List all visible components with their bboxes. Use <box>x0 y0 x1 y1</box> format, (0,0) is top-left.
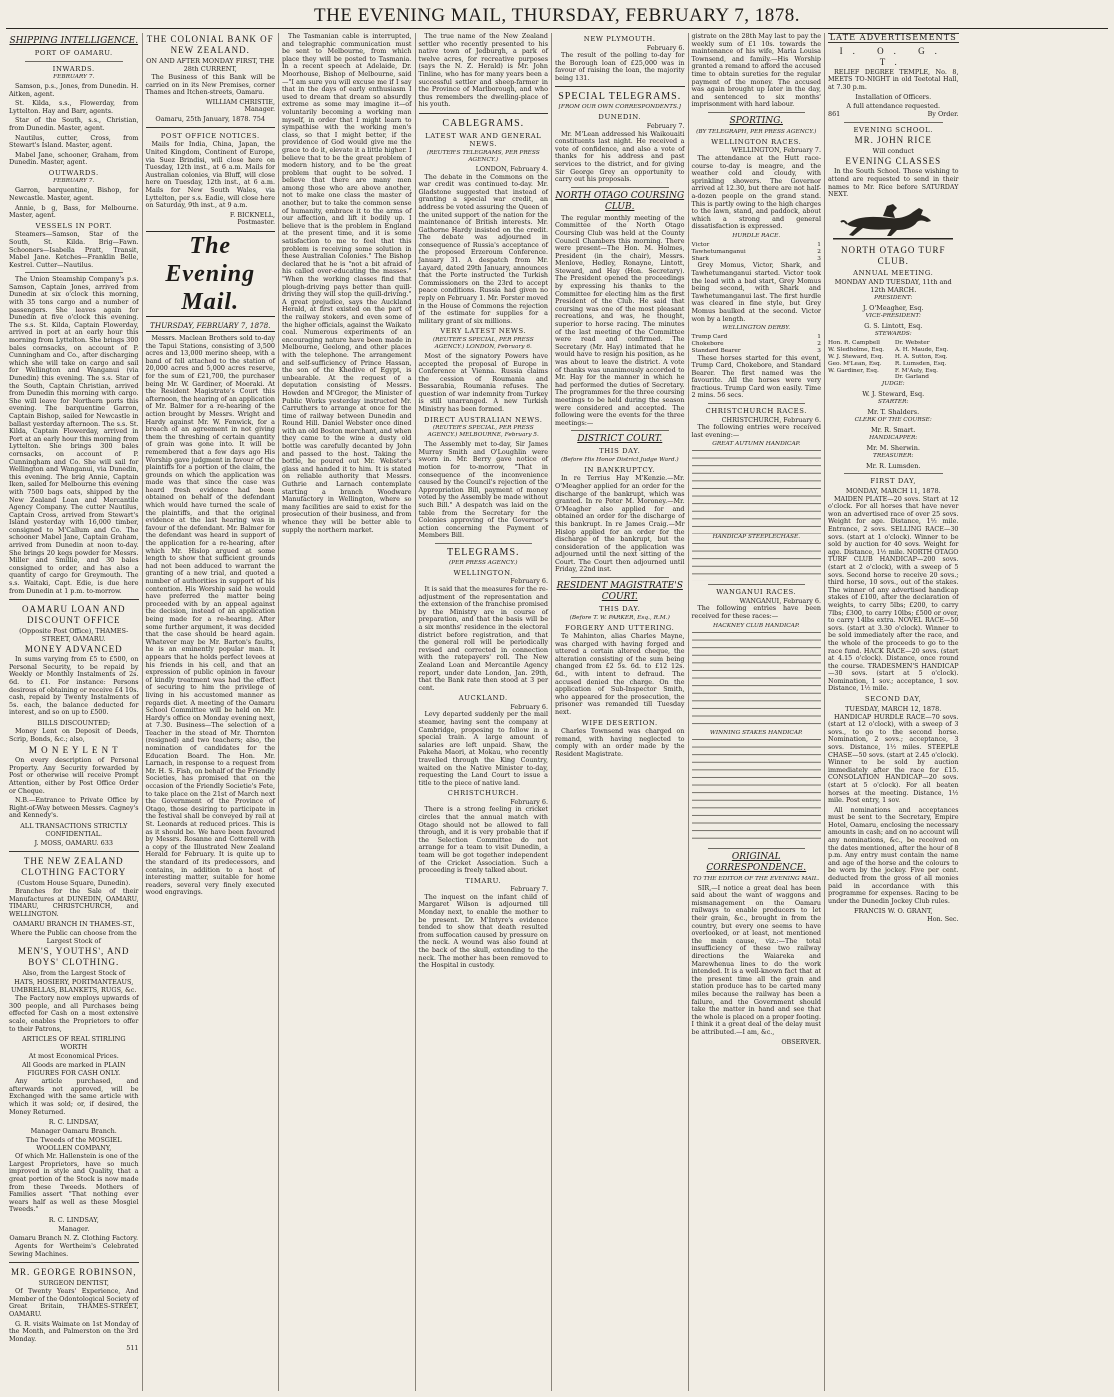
coursing-text: The regular monthly meeting of the Committee of the North Otago Coursing Club was held at the County Council Chambers this morning. There were present—The Hon. M. Holmes, President (in the chair), Messrs. Menlove, Hedley, Ronayne, Lintott, Steward, and Hay (Hon. Secretary). The President opened the proceedings by expressing his thanks to the Committee for electing him as the first President of the Club. He said that coursing was one of the most pleasant recreations, and was, he thought, superior to horse racing. The minutes of the last meeting of the Committee were read and confirmed. The Secretary (Mr. Hay) intimated that he would have to resign his position, as he was about to leave the district. A vote of thanks was unanimously accorded to Mr. Hay for the manner in which he had performed the duties of Secretary. The programmes for the three coursing meetings to be held during the season were considered and accepted. The following were the events for the three meetings:— <box>555 213 685 427</box>
cablegrams-heading: CABLEGRAMS. <box>442 117 525 129</box>
wertheim-text: Agents for Wertheim's Celebrated Sewing Machines. <box>9 1241 139 1258</box>
forgery-heading: FORGERY AND UTTERING. <box>565 623 675 632</box>
new-plymouth-heading: NEW PLYMOUTH. <box>583 35 656 43</box>
steward: W. Gardiner, Esq. <box>828 367 879 374</box>
entries-list <box>692 450 822 534</box>
loan-office-address: (Opposite Post Office), THAMES-STREET, OAMARU. <box>19 627 129 644</box>
divider <box>571 187 669 188</box>
wellington-text: It is said that the measures for the re-adjustment of the representation and the extension of the franchise promised by the Ministry are in course of preparation, and that the basis will be a six months' residence in the electoral district before registration, and that the general roll will be periodically revised and corrected in connection with the ratepayers' roll. The New Zealand Loan and Mercantile Agency report, under date London, Jan. 29th, that the Bank rate then stood at 3 per cent. <box>418 584 548 692</box>
continued-text: gistrate on the 28th May last to pay the weekly sum of £1 10s. towards the maintenance of his wife, Maria Louisa Townsend, and family.—His Worship granted a remand to afford the accused time to obtain sureties for the regular payment of the money. The accused was again brought up later in the day, and sentenced to six months' imprisonment with hard labour. <box>691 33 821 109</box>
inwards-entry: Star of the South, s.s., Christian, from Dunedin. Master, agent. <box>9 116 139 132</box>
dunedin-date: February 7. <box>646 121 685 130</box>
steward: Geo. M'Lean, Esq. <box>828 360 882 367</box>
very-latest-heading: VERY LATEST NEWS. <box>440 327 527 336</box>
divider <box>25 272 123 273</box>
rice-will: Will conduct <box>872 147 914 156</box>
special-telegrams-heading: SPECIAL TELEGRAMS. <box>558 91 682 103</box>
turf-dates: MONDAY AND TUESDAY, 11th and 12th MARCH. <box>834 278 952 295</box>
very-latest-text: Most of the signatory Powers have accepted the proposal of Europe in Conference at Vienna. Russia claims the cession of Roumania and Bessarabia, Roumania refuses. The question of war indemnity from Turkey is still unarranged. A new Turkish Ministry has been formed. <box>418 351 548 414</box>
wellington-date: February 6. <box>510 577 548 586</box>
robinson-visits: G. R. visits Waimate on 1st Monday of the Month, and Palmerston on the 3rd Monday. <box>9 1319 139 1343</box>
bank-text: The Business of this Bank will be carried on in its New Premises, corner Thames and Itchen-streets, Oamaru. <box>145 73 275 97</box>
wellington-races-heading: WELLINGTON RACES. <box>711 137 802 146</box>
wellington-races-text: The attendance at the Hutt race-course to-day is meagre, and the weather cold and cloudy, with sprinkling showers. The Governor arrived at 12.30, but there are not half-a-dozen people on the grand stand. This is partly owing to the high charges to the lawn, stand, and paddock, about which a strong and general dissatisfaction is expressed. <box>691 154 821 231</box>
dunedin-text: Mr. M'Lean addressed his Waikouaiti constituents last night. He received a vote of confidence, and also a vote of thanks for his address and past services to the district, and for giving Sir George Grey an opportunity to carry out his proposals. <box>555 129 685 184</box>
late-ads-heading: LATE ADVERTISEMENTS <box>829 33 957 42</box>
factory-text: The Factory now employs upwards of 300 people, and all Purchases being effected for Cash on a most extensive scale, enables the Proprietors to offer to their Patrons, <box>9 994 139 1033</box>
steward: R. Lumsden, Esq. <box>894 360 947 367</box>
order-line <box>828 111 959 119</box>
entries-list <box>692 632 822 730</box>
post-signature: F. BICKNELL, <box>229 210 275 219</box>
inwards-entry: St. Kilda, s.s., Flowerday, from Lyttelton. Hay and Barr, agents. <box>9 99 139 115</box>
new-plymouth-date: February 6. <box>646 43 685 52</box>
christchurch-text: There is a strong feeling in cricket circles that the annual match with Otago should not be allowed to fall through, and it is very probable that if the Selection Committee do not arrange for a team to visit Dunedin, a team will be got together independent of the Cricket Association. Such a proceeding is freely talked about. <box>418 805 548 875</box>
dunedin-heading: DUNEDIN. <box>598 113 642 122</box>
correspondence-heading: ORIGINAL CORRESPONDENCE. <box>706 851 807 873</box>
divider <box>844 122 943 123</box>
money-lent: M O N E Y L E N T <box>28 745 119 756</box>
correspondence-signature: OBSERVER. <box>781 1037 821 1046</box>
column-6 <box>689 33 826 1391</box>
christchurch-races-text: The following entries were received last evening:— <box>691 423 821 439</box>
robinson-text: Of Twenty Years' Experience, And Member of the Odontological Society of Great Britain, THAMES-STREET, OAMARU. <box>9 1287 139 1318</box>
divider <box>708 848 806 849</box>
grant-name: FRANCIS W. O. GRANT, <box>853 907 933 916</box>
place: 2 <box>817 340 821 347</box>
derby-heading: WELLINGTON DERBY. <box>722 325 791 332</box>
lindsay2-title: Manager. <box>58 1224 90 1233</box>
oamaru-branch-text: Where the Public can choose from the Largest Stock of <box>10 929 137 946</box>
hurdle-results <box>692 242 822 262</box>
telegrams-heading: TELEGRAMS. <box>447 546 520 558</box>
moss-signature <box>9 839 139 847</box>
iogt-heading: I. O. G. T. <box>839 45 947 67</box>
hats-text: HATS, HOSIERY, PORTMANTEAUS, UMBRELLAS, BLANKETS, RUGS, &c. <box>11 978 137 995</box>
starter-name: Mr. T. Shalders. <box>867 408 920 417</box>
reuter-sub: (REUTER'S TELEGRAMS, PER PRESS AGENCY.) <box>426 149 540 163</box>
horse-and-jockey-icon <box>833 202 953 242</box>
divider <box>435 543 533 544</box>
timaru-date: February 7. <box>510 885 548 894</box>
steward: A. H. Maude, Esq. <box>894 347 949 354</box>
tweeds-heading: The Tweeds of the MOSGIEL WOOLLEN COMPANY, <box>25 1136 122 1153</box>
correspondence-text: SIR,—I notice a great deal has been said about the want of waggons and mismanagement on the Oamaru railways to enable producers to let their grain, &c., brought in from the country, but every one seems to have overlooked, or at least, not mentioned the main cause, viz.:—The total insufficiency of these two railway directions the Waiareka and Marewhenua lines to do the work intended. It is a well-known fact that at the present time all the grain and station produce has to be carted many miles because the railway has been a failure, and the Government should take the matter in hand and see that the whole is placed on a proper footing. I think it a great deal of the delay must be attributed.—I am, &c., <box>691 883 821 1036</box>
london-date: LONDON, February 4. <box>475 164 548 173</box>
divider <box>9 1262 139 1263</box>
district-sub: (Before His Honor District Judge Ward.) <box>560 456 679 463</box>
nominations-text: All nominations and acceptances must be sent to the Secretary, Empire Hotel, Oamaru, enclosing the necessary amounts in cash; and on no account will any nominations, &c., be received on the dates mentioned, after the hour of 8 p.m. Any entry must contain the name and age of the horse and the colours to be worn by the jockey. Five per cent. deducted from the gross of all monies paid in accordance with this programme for expenses. Racing to be under the Dunedin Jockey Club rules. <box>828 805 959 905</box>
latest-heading: LATEST WAR AND GENERAL NEWS. <box>425 131 542 149</box>
wanganui-text: The following entries have been received for these races:— <box>691 604 821 621</box>
turf-club-title: NORTH OTAGO TURF CLUB. <box>840 244 946 266</box>
steward-row <box>828 361 959 368</box>
london-text: The debate in the Commons on the war credit was continued to-day. Mr. Gladstone suggested that instead of granting a special war credit, an address be voted assuring the Queen of the united support of the nation for the maintenance of British interests. Mr. Gathorne Hardy insisted on the credit. The debate was adjourned in consequence of Russia's acceptance of the proposed Erzeroum Conference. January 31. A despatch from Mr. Layard, dated 29th January, announces that the Porte instructed the Turkish Commissioners on the 23rd to accept peace conditions. Russia had given no reply on February 1. Mr. Forster moved in the House of Commons the rejection of the estimate for supplies for a military grant of six millions. <box>418 172 548 325</box>
robinson-number: 511 <box>126 1344 139 1353</box>
column-5 <box>552 33 689 1391</box>
handicapper-label: HANDICAPPER: <box>869 435 918 442</box>
auckland-heading: AUCKLAND. <box>458 694 508 703</box>
divider <box>708 403 806 404</box>
news-body-top: The true name of the New Zealand settler who recently presented to his native town of Jedburgh, a park of twelve acres, for recreative purposes (says the N. Z. Herald) is Mr. John Tinline, who has for many years been a successful settler and sheep-farmer in the Province of Marlborough, and who thus remembers the dwelling-place of his youth. <box>418 33 548 109</box>
column-3 <box>279 33 416 1391</box>
first-day-heading: FIRST DAY, <box>870 477 917 486</box>
entries-list <box>692 739 822 845</box>
steward: W. Sledholme, Esq. <box>828 347 885 354</box>
steeple-heading: HANDICAP STEEPLECHASE. <box>712 534 801 541</box>
post-office-heading: POST OFFICE NOTICES. <box>160 131 260 140</box>
starter-label: STARTER: <box>878 399 909 406</box>
steward: H. A. Sutton, Esq. <box>894 353 948 360</box>
stakes-heading: WINNING STAKES HANDICAP. <box>709 729 803 736</box>
bank-signature-title: Manager. <box>244 105 275 114</box>
steward: F. M'Auly, Esq. <box>894 367 938 374</box>
steward <box>828 374 895 381</box>
loan-office-title: OAMARU LOAN AND DISCOUNT OFFICE <box>21 604 126 626</box>
timaru-text: The inquest on the infant child of Margaret Wilson is adjourned till Monday next, to enable the mother to be present. Dr. M'Intyre's evidence tended to show that death resulted from suffocation caused by pressure on the neck. A wound was also found at the back of the skull, extending to the neck. The mother has been removed to the Hospital in custody. <box>418 892 548 970</box>
steward-row <box>828 368 959 375</box>
special-sub: [FROM OUR OWN CORRESPONDENTS.] <box>558 104 681 111</box>
result-row <box>692 249 822 256</box>
horse-name: Tawhetumanganui <box>691 248 746 255</box>
auckland-text: Levy departed suddenly per the mail steamer, having sent the company at Cambridge, proposing to follow in a special train. A large amount of salaries are left unpaid. Shaw, the Pakeha Maori, at Mokau, who recently travelled through the King Country, waited on the Native Minister to-day, requesting the Land Court to issue a title to the piece of native land. <box>418 710 548 787</box>
rice-classes: EVENING CLASSES <box>845 156 942 167</box>
christchurch-races-date: CHRISTCHURCH, February 6. <box>721 415 821 424</box>
district-text: In re Terrius Hay M'Kenzie.—Mr. O'Meagher applied for an order for the discharge of the bankrupt, which was granted. In re Peter M. Moroney.—Mr. O'Meagher also applied for and obtained an order for the discharge of this bankrupt. In re James Craig.—Mr Hislop applied for an order for the discharge of the bankrupt, but the consideration of the application was adjourned until the next sitting of the Court. The Court then adjourned until Friday, 22nd inst. <box>555 474 685 574</box>
inwards-heading: INWARDS. <box>52 64 95 73</box>
bank-date-text: Oamaru, 25th January, 1878. <box>155 114 251 123</box>
clothing-branches: Branches for the Sale of their Manufactures at DUNEDIN, OAMARU, TIMARU, CHRISTCHURCH, and WELLINGTON. <box>9 886 139 918</box>
steward-row <box>828 354 959 361</box>
steward-row <box>828 374 959 381</box>
steward: Hon. R. Campbell <box>828 340 880 347</box>
hurdle-heading: HURDLE RACE. <box>732 232 781 239</box>
second-day-date: TUESDAY, MARCH 12, 1878. <box>845 704 942 713</box>
shipping-heading: SHIPPING INTELLIGENCE. <box>9 36 139 46</box>
sporting-sub: (BY TELEGRAPH, PER PRESS AGENCY.) <box>696 128 817 135</box>
derby-text: These horses started for this event, Trump Card, Chokebore, and Standard Bearer. The first named was the favourite. All the horses were very fractious. Trump Card won easily. Time 2 mins. 56 secs. <box>691 353 821 400</box>
articles-sub: At most Economical Prices. <box>28 1052 119 1061</box>
result-row <box>692 242 822 249</box>
place: 1 <box>817 241 821 248</box>
outwards-heading: OUTWARDS. <box>48 168 99 177</box>
place: 3 <box>817 255 821 262</box>
vice-president-label: VICE-PRESIDENT: <box>865 313 922 320</box>
timaru-heading: TIMARU. <box>465 876 502 885</box>
horse-name: Chokebore <box>691 340 724 347</box>
inwards-entry: Samson, p.s., Jones, from Dunedin. H. Aitken, agent. <box>9 82 139 98</box>
rm-court-heading: RESIDENT MAGISTRATE'S COURT. <box>556 581 683 603</box>
correspondence-to: TO THE EDITOR OF THE EVENING MAIL. <box>692 875 820 882</box>
wellington-races-date: WELLINGTON, February 7. <box>731 146 821 155</box>
also-text: Also, from the Largest Stock of <box>22 969 126 978</box>
divider <box>708 112 806 113</box>
stewards-label: STEWARDS: <box>874 331 912 338</box>
clerk-name: Mr. R. Smart. <box>871 426 916 435</box>
divider <box>9 599 139 600</box>
treasurer-label: TREASURER: <box>873 453 914 460</box>
direct-heading: DIRECT AUSTRALIAN NEWS. <box>424 415 543 424</box>
column-7 <box>825 33 962 1391</box>
evening-school-heading: EVENING SCHOOL. <box>853 125 934 134</box>
derby-results <box>692 334 822 354</box>
rm-sub: (Before T. W. PARKER, Esq., R.M.) <box>569 614 670 621</box>
inwards-date: FEBRUARY 7. <box>53 74 95 80</box>
news-body: The Tasmanian cable is interrupted, and telegraphic communication must be sent to Melbourne, from which place they will be posted to Tasmania. In a recent speech at Adelaide, Dr. Moorhouse, Bishop of Melbourne, said—"I am sure you will excuse me if I say that in the days of early enthusiasm I used to dream that dream so absurdly extreme as some may imagine it—of voluntarily becoming a working man myself, in order that I might learn to sympathise with the working men's class, so that I might better, if the providence of God would give me the grace to do it, elevate it a little higher. I believe that to be the great problem of modern history, and to be the great problem that ought to be solved. I believe that there are many men among those who are above another, not to make one class the master of another, but to take the common sense of humanity, embrace it to the arms of our affection, and lift it bodily up. I believe that is the problem in England at the present time, and it is some satisfaction to me to feel that this problem is receiving some solution in these Australian Colonies." The Bishop declared that he is "not a bit afraid of his called over-educating the masses." "When the working classes find that plough-driving pays better than quill-driving they will stop the quill-driving." A great prejudice, says the Auckland Herald, at first existed on the part of the railway stokers, and even some of the higher officials, against the Waikato coal. Numerous experiments of an encouraging nature have been made in Melbourne, Geelong, and other places with the telephone. The arrangement and self-sufficiency of Prince Hassan, the son of the Khedive of Egypt, is unbearable. At the request of a deputation consisting of Messrs. Howden and M'Gregor, the Minister of Public Works yesterday instructed Mr. Carruthers to arrange at once for the time of railway between Dunedin and Round Hill. Daniel Webster once dined with an old Boston merchant, and when they came to the wine a dusty old bottle was carefully decanted by John and passed to the host. Taking the bottle, he poured out Mr. Webster's glass and handed it to him. It is stated on reliable authority that Messrs. Guthrie and Larnach contemplate starting a branch Woodware Manufactory in Wellington, where so many facilities are said to exist for the prosecution of their business, and from whence they will be better able to supply the northern market. <box>282 33 412 534</box>
result-row <box>692 341 822 348</box>
auckland-date: February 6. <box>510 702 548 711</box>
vessels-heading: VESSELS IN PORT. <box>35 221 113 230</box>
bankruptcy-heading: IN BANKRUPTCY. <box>584 465 656 474</box>
place: 3 <box>817 347 821 354</box>
wife-desertion-heading: WIFE DESERTION. <box>581 718 658 727</box>
sporting-heading: SPORTING. <box>729 115 783 126</box>
moss-number: 633 <box>100 838 114 847</box>
inwards-entry: Mabel Jane, schooner, Graham, from Dunedin. Master, agent. <box>9 150 139 167</box>
new-plymouth-text: The result of the polling to-day for the Borough loan of £25,000 was in favour of raising the loan, the majority being 131. <box>555 51 685 82</box>
steward: Dr. Webster <box>894 340 930 347</box>
autumn-heading: GREAT AUTUMN HANDICAP. <box>712 441 801 448</box>
editorial-body: Messrs. Maclean Brothers sold to-day the Tapui Stations, consisting of 3,500 acres and 13,000 merino sheep, with a band of fell attached to the station of 20,000 acres and 5,000 acres reserve, for the sum of £21,700, the purchaser being Mr. W. Gardiner, of Moeraki. At the Resident Magistrate's Court this afternoon, the hearing of an application of Mr. Balmer for a re-hearing of the action brought by Messrs. Wright and Hardy against Mr. W. Fenwick, for a breach of an agreement in not giving them the threshing of certain quantity of grain was gone into. It will be remembered that a few days ago His Worship gave judgment in favour of the plaintiffs for a portion of the claim, the grounds on which the application was made was that since the case was heard fresh evidence had been obtained on behalf of the defendant which would have turned the scale of the plaintiffs, and that the original evidence at the last hearing was in favour of the defendant. Mr. Balmer for the defendant was heard in support of the application for a re-hearing, after which Mr. Hislop argued at some length to show that sufficient grounds had not been adduced to warrant the granting of a new trial, and quoted a number of authorities in support of his contention. His Worship said he would have preferred the matter being proceeded with by an appeal against the decision, instead of an application being made for a re-hearing. After some further argument, it was decided that the case should be heard again. Whatever may be Mr. Barton's faults, he is an eminently popular man. It appears that he holds perfect levees at his friends in his cell, and that an expression of public opinion in favour of kindly treatment was had the effect of securing to him the privilege of living in his accustomed manner as regards diet. A meeting of the Oamaru School Committee will be held on Mr. Hardy's office on Monday evening next, at 7.30. Business—The selection of a Teacher in the stead of Mr. Thornton (resigned) and two teachers; also, the nomination of candidates for the Education Board. The Hon. Mr. Larnach, in response to a request from Mr. H. S. Fish, on behalf of the Friendly Societies, has promised that on the occasion of the Friendly Societie's Fete, to take place on the 21st of March next the Government of the Province of Otago, those desiring to participate in the festival shall be conveyed by rail at St. Leonards at reduced prices. This is as it should be. We have been favoured by Messrs. Rosanne and Cotterell with a copy of the Illustrated New Zealand Herald for February. It is quite up to the standard of its predecessors, and contains, in addition to a host of interesting matter, suitable for home readers, several very finely executed wood engravings. <box>145 334 275 897</box>
rice-heading: MR. JOHN RICE <box>854 135 932 146</box>
horse-name: Standard Bearer <box>691 347 741 354</box>
horse-name: Shark <box>691 255 709 262</box>
divider <box>571 577 669 578</box>
telegrams-sub: (PER PRESS AGENCY.) <box>448 559 518 566</box>
bills-discounted: BILLS DISCOUNTED; <box>37 718 111 727</box>
steward-row <box>828 347 959 354</box>
handicapper-name: Mr. M. Sherwin. <box>866 444 920 453</box>
district-court-heading: DISTRICT COURT. <box>577 434 663 445</box>
rm-text: Te Mahinton, alias Charles Mayne, was charged with having forged and uttered a certain altered cheque, the alteration consisting of the sum being changed from £2 5s. 6d. to £12 12s. 6d., with intent to defraud. The accused denied the charge. On the application of Sub-Inspector Smith, who appeared for the prosecution, the prisoner was remanded till Tuesday next. <box>555 632 685 716</box>
oamaru-branch-2: Oamaru Branch N. Z. Clothing Factory. <box>9 1233 139 1242</box>
oamaru-branch: OAMARU BRANCH IN THAMES-ST., <box>12 920 135 929</box>
rice-text: In the South School. Those wishing to attend are requested to send in their names to Mr. Rice before SATURDAY NEXT. <box>828 167 959 199</box>
first-day-date: MONDAY, MARCH 11, 1878. <box>845 486 941 495</box>
post-office-text: Mails for India, China, Japan, the United Kingdom, Continent of Europe, via Suez Brindisi, will close here on Tuesday, 12th inst., at 6 a.m. Mails for Australian colonies, via Bluff, will close here on Tuesday, 12th inst., at 6 a.m. Mails for New South Wales, via Lyttelton, per s.s. Eadie, will close here on Saturday, 9th inst., at 9 a.m. <box>145 140 275 210</box>
judge-label: JUDGE: <box>881 381 905 388</box>
divider <box>571 430 669 431</box>
wellington-heading: WELLINGTON. <box>453 568 513 577</box>
column-2 <box>143 33 280 1391</box>
coursing-heading: NORTH OTAGO COURSING CLUB. <box>555 190 685 212</box>
shipping-news: The Union Steamship Company's p.s. Samson, Captain Jones, arrived from Dunedin at six o'clock this morning, with 35 tons cargo and a number of passengers. She leaves again for Dunedin at five o'clock this evening. The s.s. St. Kilda, Captain Flowerday, arrived in port at an early hour this morning from Lyttelton. She brings 300 bales cornsacks, on account of P. Cunningham and Co., after discharging which she will take on cargo and sail for Wellington and Wanganui (via Dunedin) this evening. The s.s. Star of the South, Captain Christian, arrived from Dunedin this morning with cargo. She will leave for Northern ports this evening. The barquentine Garron, Captain Bishop, sailed for Newcastle in ballast yesterday afternoon. The s.s. St. Kilda, Captain Flowerday, arrived in Port at an early hour this morning from Lyttelton. She brings 300 bales cornsacks, on account of P. Cunningham and Co. She will sail for Wellington and Wanganui, via Dunedin, this evening. The brig Annie, Captain Iken, sailed for Melbourne this evening with 7500 bags oats, shipped by the New Zealand Loan and Mercantile Agency Company. The cutter Nautilus, Captain Cross, arrived from Stewart's Island yesterday with 16,000 timber, consigned to M'Callum and Co. The schooner Mabel Jane, Captain Graham, arrived from Dunedin at noon to-day. She brings 20 kegs powder for Messrs. Miller and Smillie, and 30 bales consigned to order, and has also a quantity of cargo for Greymouth. The s.s. Waitaki, Capt. Edie, is due here from Dunedin at 1 p.m. to-morrow. <box>9 275 139 595</box>
lindsay-name: R. C. LINDSAY, <box>48 1118 99 1127</box>
divider <box>25 61 123 62</box>
bank-signature: WILLIAM CHRISTIE, <box>206 97 275 106</box>
bank-sub: ON AND AFTER MONDAY FIRST, THE 28th CURRENT, <box>146 57 275 73</box>
masthead: THE EVENING MAIL, THURSDAY, FEBRUARY 7, 1878. <box>6 4 1108 29</box>
columns <box>6 33 1108 1391</box>
column-4 <box>416 33 553 1391</box>
lindsay2-name: R. C. LINDSAY, <box>48 1215 99 1224</box>
racehorse-illustration <box>828 202 959 242</box>
hurdle-text: Grey Momus, Victor, Shark, and Tawhetumanganui started. Victor took the lead with a bad start, Grey Momus being second, with Shark and Tawhetumanganui last. The first hurdle was cleared in fine style, but Grey Momus baulked at the second. Victor won by a length. <box>691 261 821 323</box>
steward-row <box>828 340 959 347</box>
wife-desertion-text: Charles Townsend was charged on remand, with having neglected to comply with an order made by the Resident Magistrate. <box>555 727 685 758</box>
bank-title: THE COLONIAL BANK OF NEW ZEALAND. <box>146 34 274 55</box>
first-day-text: MAIDEN PLATE—20 sovs. Start at 12 o'clock. For all horses that have never won an advertised race of over 25 sovs. Weight for age. Distance, 1½ mile. Entrance, 2 sovs. SELLING RACE—30 sovs. (start at 1 o'clock). Winner to be sold by auction for 40 sovs. Weight for age. Distance, 1½ mile. NORTH OTAGO TURF CLUB HANDICAP—200 sovs. (start at 2 o'clock), with a sweep of 5 sovs. Second horse to receive 20 sovs.; third horse, 10 sovs., out of the stakes. The winner of any advertised handicap stakes of £100, after the declaration of weights, to carry 5lbs; £200, to carry 7lbs; £300, to carry 10lbs; £500 or over, to carry 14lbs extra. NOVEL RACE—50 sovs. (start at 3.30 o'clock). Winner to be sold immediately after the race, and the whole of the proceeds to go to the race fund. HACK RACE—20 sovs. (start at 4.15 o'clock). Distance, once round the course. TRADESMEN'S HANDICAP—30 sovs. (start at 5 o'clock). Nomination, 1 sov.; acceptance, 1 sov. Distance, 1½ mile. <box>828 494 959 693</box>
horse-name: Victor <box>691 241 710 248</box>
money-advanced: MONEY ADVANCED <box>24 644 123 655</box>
lindsay-title: Manager Oamaru Branch. <box>30 1127 117 1136</box>
port-heading: PORT OF OAMARU. <box>34 49 113 57</box>
annual-meeting: ANNUAL MEETING. <box>853 268 934 277</box>
bank-date <box>146 115 276 123</box>
clothing-title: THE NEW ZEALAND CLOTHING FACTORY <box>21 855 127 877</box>
nb-text: N.B.—Entrance to Private Office by Right-of-Way between Messrs. Cagney's and Kennedy's. <box>9 796 139 820</box>
stewards-table <box>828 340 959 381</box>
christchurch-races-heading: CHRISTCHURCH RACES. <box>705 407 808 416</box>
inwards-entry: Nautilus, cutter, Cross, from Stewart's Island. Master, agent. <box>9 133 139 150</box>
logo-date: THURSDAY, FEBRUARY 7, 1878. <box>146 321 276 332</box>
money-lent-text: On every description of Personal Property. Any Security forwarded by Post or otherwise will receive Prompt Attention, either by Post Office Order or Cheque. <box>9 756 139 795</box>
entries-list <box>692 543 822 581</box>
divider <box>708 584 806 585</box>
column-1 <box>6 33 143 1391</box>
christchurch-heading: CHRISTCHURCH. <box>447 789 519 798</box>
vessels-text: Steamers—Samson, Star of the South, St. Kilda. Brig—Fawn. Schooners—Isabella Pratt, Transit, Mabel Jane. Ketches—Franklin Belle, Kestrel. Cutter—Nautilus. <box>9 230 139 269</box>
exchange-text: Any article purchased, and afterwards not approved, will be Exchanged with the same article with which it was sold; or, if desired, the Money Returned. <box>9 1077 139 1116</box>
mens-clothing: MEN'S, YOUTHS', AND BOYS' CLOTHING. <box>18 946 130 968</box>
place: 2 <box>817 248 821 255</box>
divider <box>9 851 139 852</box>
installation-text: Installation of Officers. <box>855 93 932 102</box>
president-name: J. O'Meagher, Esq. <box>862 304 924 313</box>
divider <box>146 127 276 128</box>
vice-president-name: G. S. Lintott, Esq. <box>864 322 923 331</box>
confidential: ALL TRANSACTIONS STRICTLY CONFIDENTIAL. <box>20 821 128 838</box>
christchurch-date: February 6. <box>510 797 548 806</box>
bills-text: Money Lent on Deposit of Deeds, Scrip, Bonds, &c.; also, <box>9 726 139 743</box>
wanganui-date: WANGANUI, February 6. <box>739 596 821 605</box>
clothing-sub: (Custom House Square, Dunedin). <box>17 878 131 887</box>
order-number: 861 <box>828 110 841 119</box>
divider <box>555 86 685 87</box>
bank-number: 754 <box>252 114 266 123</box>
clerk-label: CLERK OF THE COURSE: <box>854 417 932 424</box>
judge-name: W. J. Steward, Esq. <box>862 390 925 399</box>
outwards-entry: Annie, b g, Bass, for Melbourne. Master, agent. <box>9 203 139 220</box>
rm-day: THIS DAY. <box>599 605 641 614</box>
loan-text: In sums varying from £5 to £500, on Personal Security, to be repaid by Weekly or Monthly Instalments of 2s. 6d. to £1. For instance: Persons desirous of obtaining or receive £4 10s. cash, repaid by Twenty Instalments of 5s. each, the balance deducted for interest, and so on up to £500. <box>9 655 139 717</box>
grant-title: Hon. Sec. <box>927 915 959 924</box>
direct-sub: (REUTER'S SPECIAL, PER PRESS AGENCY.) MELBOURNE, February 5. <box>427 425 539 439</box>
order-text: By Order. <box>927 110 959 119</box>
relief-text: RELIEF DEGREE TEMPLE, No. 8, MEETS TO-NIGHT in old Teetotal Hall, at 7.30 p.m. <box>828 67 959 91</box>
articles-heading: ARTICLES OF REAL STIRLING WORTH <box>21 1035 126 1052</box>
direct-text: The Assembly met to-day, Sir James Murray Smith and O'Loughlin were sworn in. Mr. Berry gave notice of motion for to-morrow, "That in consequence of the inconvenience caused by the Council's rejection of the Appropriation Bill, payment of money voted by the Assembly be made without such Bill." A despatch was laid on the table from the Secretary for the Colonies approving of the Governor's action concerning the Payment of Members Bill. <box>418 440 548 540</box>
horse-name: Trump Card <box>691 334 728 341</box>
district-day: THIS DAY. <box>599 447 641 456</box>
place: 1 <box>817 334 821 341</box>
robinson-profession: SURGEON DENTIST, <box>38 1279 109 1288</box>
tweeds-text: Of which Mr. Hallenstein is one of the Largest Proprietors, have so much improved in style and Quality, that a great portion of the Stock is now made from these Tweeds. Mothers of Families assert "That nothing ever wears half as well as these Mosgiel Tweeds." <box>9 1152 139 1214</box>
wanganui-heading: WANGANUI RACES. <box>716 588 797 597</box>
steward: Dr. Garland <box>894 374 929 381</box>
attendance-text: A full attendance requested. <box>846 102 941 111</box>
robinson-title: MR. GEORGE ROBINSON, <box>10 1267 137 1278</box>
divider <box>844 473 943 474</box>
divider <box>419 113 549 114</box>
evening-mail-logo: The Evening Mail. <box>146 231 276 317</box>
steward: W. J. Steward, Esq. <box>828 353 884 360</box>
outwards-entry: Garron, barquentine, Bishop, for Newcastle. Master, agent. <box>9 186 139 203</box>
moss-name: J. MOSS, OAMARU. <box>34 838 99 847</box>
president-label: PRESIDENT: <box>874 295 913 302</box>
post-signature-title: Postmaster. <box>237 218 275 227</box>
second-day-text: HANDICAP HURDLE RACE—70 sovs. (start at 12 o'clock), with a sweep of 3 sovs., to go to the second horse. Nomination, 2 sovs.; acceptance, 3 sovs. Distance, 1½ miles. STEEPLE CHASE—50 sovs. (start at 2.45 o'clock). Winner to be sold by auction immediately after the race for £15. CONSOLATION HANDICAP—20 sovs. (start at 5 o'clock). For all beaten horses at the meeting. Distance, 1½ mile. Post entry, 1 sov. <box>828 712 959 805</box>
outwards-date: FEBRUARY 7. <box>53 178 95 185</box>
treasurer-name: Mr. R. Lumsden. <box>866 462 921 471</box>
very-latest-sub: (REUTER'S SPECIAL, PER PRESS AGENCY.) LONDON, February 6. <box>432 336 534 350</box>
result-row <box>692 334 822 341</box>
marked-text: All Goods are marked in PLAIN FIGURES FOR CASH ONLY. <box>21 1061 126 1078</box>
hack-heading: HACKNEY CLUB HANDICAP. <box>713 622 800 629</box>
second-day-heading: SECOND DAY, <box>865 695 922 704</box>
